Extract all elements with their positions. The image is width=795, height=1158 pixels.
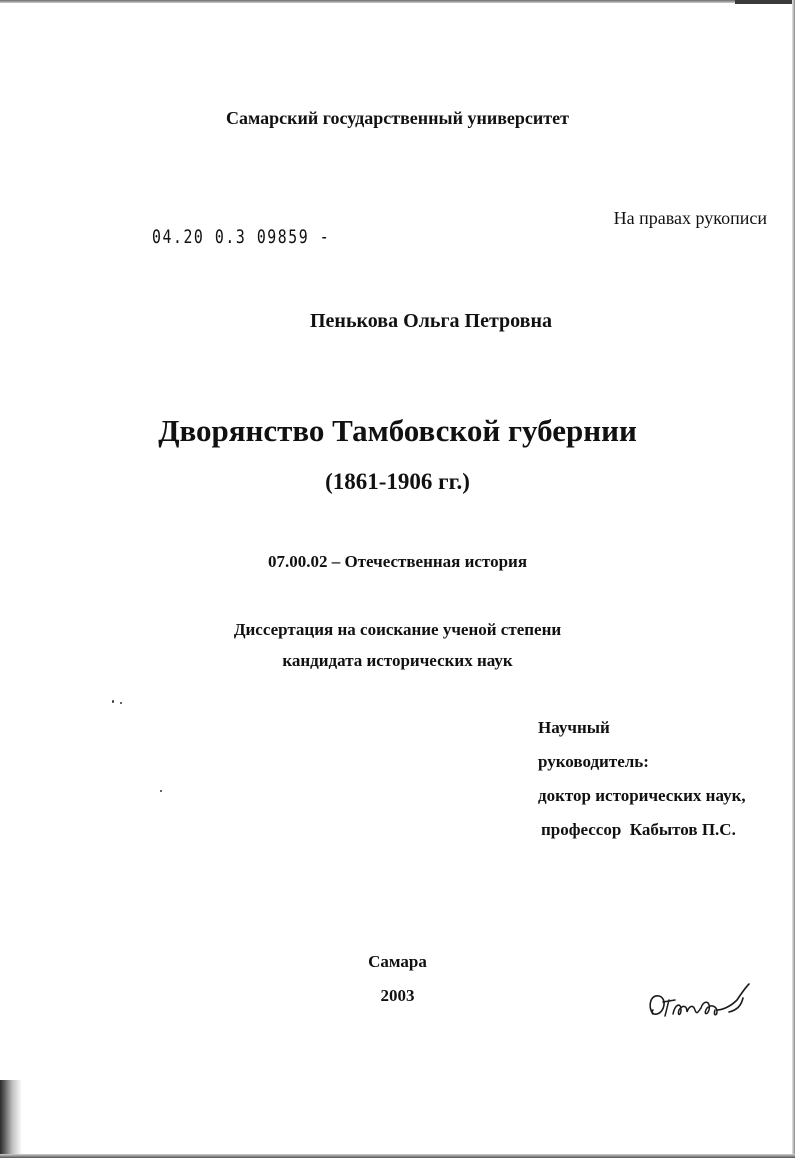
degree-line-1: Диссертация на соискание ученой степени xyxy=(233,620,562,639)
year: 2003 xyxy=(380,986,415,1005)
scan-speck xyxy=(112,700,114,703)
rights-note: На правах рукописи xyxy=(613,208,767,228)
registration-code: 04.20 0.3 09859 - xyxy=(152,226,331,248)
scan-border-bottom xyxy=(0,1154,795,1158)
dissertation-period: (1861-1906 гг.) xyxy=(325,469,470,494)
supervisor-label-1: Научный xyxy=(538,718,610,737)
supervisor-degree: доктор исторических наук, xyxy=(538,786,746,805)
scan-speck xyxy=(160,790,162,792)
supervisor-name: профессор Кабытов П.С. xyxy=(541,820,736,839)
handwritten-signature xyxy=(645,980,757,1030)
scan-border-top xyxy=(0,0,795,3)
scan-shadow-left xyxy=(0,1080,22,1158)
scan-speck xyxy=(120,702,122,704)
city: Самара xyxy=(368,952,427,971)
author-name: Пенькова Ольга Петровна xyxy=(310,310,552,332)
degree-line-2: кандидата исторических наук xyxy=(282,651,513,670)
dissertation-title: Дворянство Тамбовской губернии xyxy=(158,413,637,448)
supervisor-label-2: руководитель: xyxy=(538,752,649,771)
university-name: Самарский государственный университет xyxy=(226,108,569,128)
specialty: 07.00.02 – Отечественная история xyxy=(267,552,528,571)
scan-border-top-right xyxy=(735,0,795,4)
